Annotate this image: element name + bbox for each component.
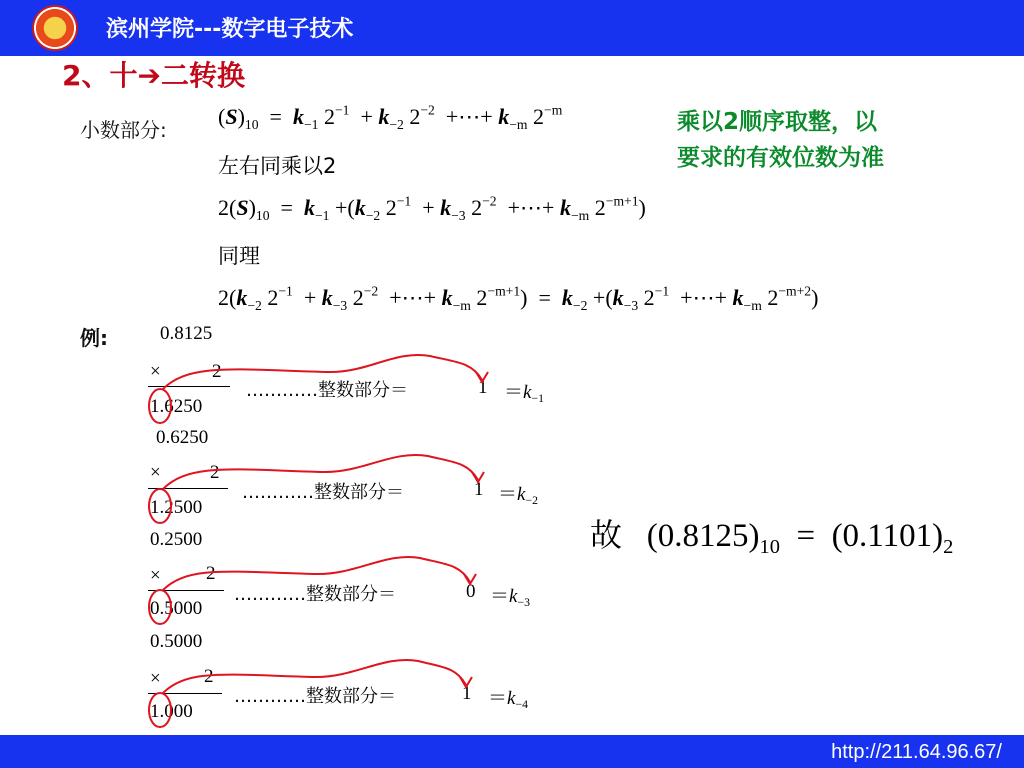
f1-k2: k [378,104,390,129]
f2-dots: ⋯ [520,195,543,220]
tongli-text: 同理 [218,244,260,268]
step2-times: × [150,462,161,483]
result-lhs-base: 10 [759,536,780,559]
f3-k3b-sub: −3 [623,297,639,313]
f1-k1-sub: −1 [303,116,319,132]
arrow-path-2 [163,455,478,489]
f3-dots: ⋯ [401,285,424,310]
step4-leader: …………整数部分＝ [234,686,396,707]
f3-exp3: −m+1 [487,283,521,299]
arrow-path-4 [163,660,466,693]
step3-eq: $=k_{-3}$ [490,586,530,610]
fraction-part-label: 小数部分: [80,118,167,142]
f2-exp3: −m+1 [605,193,639,209]
step1-digit: 1 [478,377,488,398]
f3-kmb-sub: −m [743,297,762,313]
slide-title: 2、十➔二转换 [62,59,245,92]
f2-base: 10 [255,207,270,223]
result-equation [590,510,954,559]
result-rhs-base: 2 [943,536,954,559]
f3-dots2: ⋯ [692,285,715,310]
f2-k1: k [303,195,315,220]
arrow-path-1 [163,355,482,389]
f2-k3-sub: −3 [451,207,466,223]
step3-leader: …………整数部分＝ [234,584,396,605]
step1-leader: …………整数部分＝ [246,380,408,401]
arrow-head-4 [460,677,472,687]
step4-digit: 1 [462,683,472,704]
result-rhs: (0.1101) [831,518,944,554]
f3-k3b: k [612,285,624,310]
f2-exp2: −2 [482,193,497,209]
note-line-2: 要求的有效位数为准 [677,145,884,171]
step4-eq: $=k_{-4}$ [488,688,528,712]
step4-multiplicand: 0.5000 [150,631,203,652]
note-line-1: 乘以2顺序取整，以 [677,109,878,135]
f1-k2-sub: −2 [389,116,404,132]
f3-open: 2( [218,285,237,310]
f3-two5: 2 [767,285,779,310]
f1-exp2: −2 [420,102,435,118]
f1-plus2: + [445,104,459,129]
step1-multiplicand: 0.8125 [160,323,213,344]
f2-exp1: −1 [396,193,412,209]
f1-two2: 2 [409,104,421,129]
f1-plus3: + [480,104,493,129]
f3-k2: k [236,285,248,310]
step2-eq: $=k_{-2}$ [498,484,538,508]
f1-k1: k [292,104,304,129]
f3-k3-sub: −3 [332,297,348,313]
step3-product: 0.5000 [150,598,203,619]
f3-two1: 2 [267,285,279,310]
circle-marker-3 [149,590,171,624]
f1-dots: ⋯ [458,104,481,129]
formula-3: $2(k_{-2}$ $2^{-1} + k_{-3}$ $2^{-2}$ +⋯+ $k_{-m}$ $2^{-m+1}) = k_{-2} +(k_{-3}$ $2^{-1}$ +⋯+ $k_{-m}$ $2^{-m+2}$) [218,283,819,313]
f3-two3: 2 [476,285,488,310]
footer-url[interactable]: http://211.64.96.67/ [831,741,1002,763]
both-sides-text: 左右同乘以2 [218,154,337,178]
f2-k1-sub: −1 [314,207,330,223]
f1-lhs: (S) [218,104,245,129]
f3-kmb: k [732,285,744,310]
f2-plus0: + [334,195,348,220]
step3-multiplicand: 0.2500 [150,529,203,550]
step2-product: 1.2500 [150,497,203,518]
arrow-path-3 [163,557,470,590]
f3-plus4: + [592,285,606,310]
f2-plus2: + [507,195,521,220]
circle-marker-4 [149,693,171,727]
f3-k2-sub: −2 [247,297,262,313]
f3-plus6: + [714,285,728,310]
f3-exp2: −2 [363,283,379,299]
step1-times: × [150,361,161,382]
f2-two3: 2 [594,195,606,220]
f3-exp5: −m+2 [778,283,812,299]
f3-plus3: + [423,285,437,310]
f2-plus3: + [542,195,555,220]
f2-k2: k [354,195,366,220]
f2-plus1: + [422,195,435,220]
f2-k3: k [440,195,452,220]
circle-marker-1 [149,389,171,423]
f3-k2b-sub: −2 [572,297,588,313]
f3-eq: = [538,285,551,310]
f3-plus1: + [303,285,317,310]
f3-two4: 2 [643,285,655,310]
f3-km: k [441,285,453,310]
formula-2: $2(S)_{10} = k_{-1} +(k_{-2}$ $2^{-1} + k_{-3}$ $2^{-2}$ +⋯+ $k_{-m}$ $2^{-m+1}$) [218,193,646,223]
f3-k2b: k [561,285,573,310]
f3-two2: 2 [352,285,364,310]
f2-eq: = [280,195,293,220]
f3-k3: k [321,285,333,310]
f3-exp1: −1 [278,283,293,299]
f2-km: k [559,195,571,220]
step4-product: 1.000 [150,701,193,722]
circle-marker-2 [149,489,171,523]
footer-bar [0,735,1024,768]
arrow-head-2 [472,472,484,482]
result-lhs: (0.8125) [646,518,760,554]
f3-plus5: + [680,285,693,310]
arrow-head-1 [476,372,488,382]
step2-digit: 1 [474,479,484,500]
step3-digit: 0 [466,581,476,602]
step2-multiplicand: 0.6250 [156,427,209,448]
step3-times: × [150,565,161,586]
f2-k2-sub: −2 [365,207,381,223]
step1-two: 2 [212,361,222,382]
step4-times: × [150,668,161,689]
f3-exp4: −1 [654,283,670,299]
step1-product: 1.6250 [150,396,203,417]
f2-lhs: 2(S) [218,195,256,220]
f1-plus1: + [360,104,373,129]
f1-two3: 2 [533,104,545,129]
f2-two2: 2 [471,195,483,220]
f2-two1: 2 [385,195,397,220]
step2-two: 2 [210,462,220,483]
f2-km-sub: −m [570,207,590,223]
step1-eq: $=k_{-1}$ [504,382,544,406]
arrow-head-3 [464,574,476,584]
header-title: 滨州学院---数字电子技术 [106,17,354,42]
step4-two: 2 [204,666,214,687]
f1-two: 2 [323,104,335,129]
f3-km-sub: −m [452,297,471,313]
f1-km: k [498,104,510,129]
result-gu: 故 [590,516,623,554]
f1-base: 10 [244,116,259,132]
f1-exp1: −1 [334,102,350,118]
f1-eq: = [269,104,282,129]
step2-leader: …………整数部分＝ [242,482,404,503]
f3-plus2: + [389,285,402,310]
f1-km-sub: −m [509,116,528,132]
f1-exp3: −m [544,102,563,118]
step3-two: 2 [206,563,216,584]
result-eq: = [796,518,816,554]
example-label: 例: [80,326,108,350]
